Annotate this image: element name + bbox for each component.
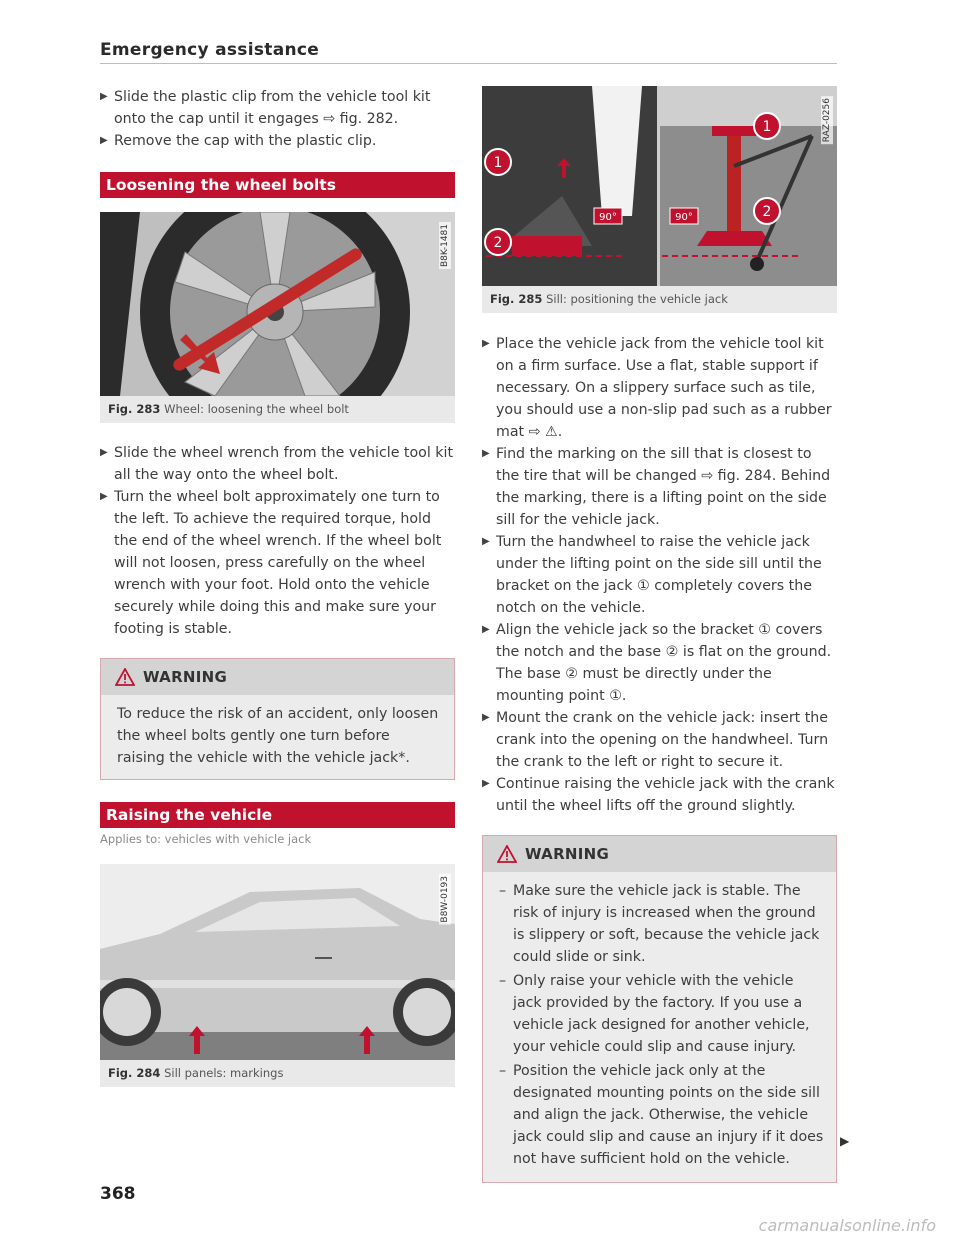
- car-sill-illustration: [100, 864, 455, 1060]
- figure-caption: Fig. 283 Wheel: loosening the wheel bolt: [108, 402, 349, 416]
- list-item: ▶ Align the vehicle jack so the bracket ① covers the notch and the base ② is flat on the ground. The base ② must be directly under the mounting point ①.: [482, 619, 837, 707]
- list-item: ▶ Remove the cap with the plastic clip.: [100, 130, 455, 152]
- svg-text:90°: 90°: [675, 212, 693, 223]
- jack-positioning-illustration: [482, 86, 837, 286]
- figure-caption: Fig. 284 Sill panels: markings: [108, 1066, 284, 1080]
- figure-283: [100, 212, 455, 423]
- svg-text:2: 2: [493, 235, 503, 251]
- figure-code: B8W-0193: [440, 876, 450, 923]
- bullet-arrow-icon: ▶: [100, 491, 108, 502]
- warning-text: [483, 872, 836, 1182]
- bullet-arrow-icon: ▶: [482, 536, 490, 547]
- callout-2-right: [754, 198, 780, 224]
- warning-box: [482, 835, 837, 1183]
- list-item: ▶ Continue raising the vehicle jack with the crank until the wheel lifts off the ground slightly.: [482, 773, 837, 817]
- svg-text:90°: 90°: [599, 212, 617, 223]
- list-item: ▶ Slide the wheel wrench from the vehicle tool kit all the way onto the wheel bolt.: [100, 442, 455, 486]
- page-number: 368: [100, 1184, 136, 1204]
- list-item: – Only raise your vehicle with the vehicle jack provided by the factory. If you use a vehicle jack designed for another vehicle, your vehicle could slip and cause injury.: [499, 973, 810, 1055]
- callout-1-right: [754, 113, 780, 139]
- list-item: ▶ Turn the handwheel to raise the vehicle jack under the lifting point on the side sill until the bracket on the jack ① completely covers the notch on the vehicle.: [482, 531, 837, 619]
- wheel-wrench-illustration: [100, 212, 455, 396]
- left-column: [100, 86, 455, 1087]
- bullet-arrow-icon: ▶: [482, 448, 490, 459]
- raise-steps: [482, 333, 837, 817]
- svg-text:1: 1: [493, 155, 503, 171]
- watermark: carmanualsonline.info: [758, 1216, 936, 1235]
- warning-triangle-icon: [497, 845, 517, 863]
- bullet-arrow-icon: ▶: [100, 91, 108, 102]
- warning-header: WARNING: [483, 836, 836, 872]
- warning-header: WARNING: [101, 659, 454, 695]
- list-item: ▶ Find the marking on the sill that is closest to the tire that will be changed ⇨ fig. 284. Behind the marking, there is a lifting point on the side sill for the vehicle jack.: [482, 443, 837, 531]
- loosen-steps: [100, 442, 455, 640]
- figure-code: B8K-1481: [440, 224, 450, 268]
- bullet-arrow-icon: ▶: [100, 135, 108, 146]
- right-column: [482, 86, 837, 1183]
- figure-caption: Fig. 285 Sill: positioning the vehicle jack: [490, 292, 728, 306]
- list-item: ▶ Place the vehicle jack from the vehicle tool kit on a firm surface. Use a flat, stable support if necessary. On a slippery surface such as tile, you should use a non-slip pad such as a rubber mat ⇨ ⚠.: [482, 333, 837, 443]
- warning-triangle-icon: [115, 668, 135, 686]
- list-item: ▶ Turn the wheel bolt approximately one turn to the left. To achieve the required torque, hold the end of the wheel wrench. If the wheel bolt will not loosen, press carefully on the wheel wrench with your foot. Hold onto the vehicle securely while doing this and make sure your footing is stable.: [100, 486, 455, 640]
- bullet-arrow-icon: ▶: [482, 778, 490, 789]
- list-item: – Position the vehicle jack only at the designated mounting points on the side sill and align the jack. Otherwise, the vehicle jack could slip and cause an injury if it does not have sufficient hold on the vehicle.: [499, 1063, 824, 1167]
- list-item: – Make sure the vehicle jack is stable. The risk of injury is increased when the ground is slippery or soft, because the vehicle jack could slide or sink.: [499, 883, 820, 965]
- callout-1-left: [485, 149, 511, 175]
- callout-2-left: [485, 229, 511, 255]
- svg-text:2: 2: [762, 204, 772, 220]
- header-divider: [100, 63, 837, 64]
- angle-label-right: [670, 208, 698, 224]
- page-header-title: Emergency assistance: [100, 40, 320, 60]
- bullet-arrow-icon: ▶: [482, 712, 490, 723]
- bullet-arrow-icon: ▶: [482, 624, 490, 635]
- figure-code: RAZ-0256: [822, 98, 832, 143]
- section-heading-loosening: Loosening the wheel bolts: [100, 172, 455, 198]
- list-item: ▶ Slide the plastic clip from the vehicle tool kit onto the cap until it engages ⇨ fig. 282.: [100, 86, 455, 130]
- warning-list: [499, 880, 824, 1170]
- list-item: ▶ Mount the crank on the vehicle jack: insert the crank into the opening on the handwheel. Turn the crank to the left or right to secure it.: [482, 707, 837, 773]
- angle-label-left: [594, 208, 622, 224]
- applies-to-note: Applies to: vehicles with vehicle jack: [100, 832, 312, 846]
- svg-text:1: 1: [762, 119, 772, 135]
- bullet-arrow-icon: ▶: [100, 447, 108, 458]
- warning-text: To reduce the risk of an accident, only loosen the wheel bolts gently one turn before raising the vehicle with the vehicle jack*.: [117, 706, 439, 766]
- figure-285: [482, 86, 837, 313]
- intro-steps: [100, 86, 455, 152]
- continue-arrow-icon: ▶: [840, 1134, 850, 1148]
- bullet-arrow-icon: ▶: [482, 338, 490, 349]
- warning-box: [100, 658, 455, 780]
- figure-284: [100, 864, 455, 1087]
- section-heading-raising: Raising the vehicle: [100, 802, 455, 828]
